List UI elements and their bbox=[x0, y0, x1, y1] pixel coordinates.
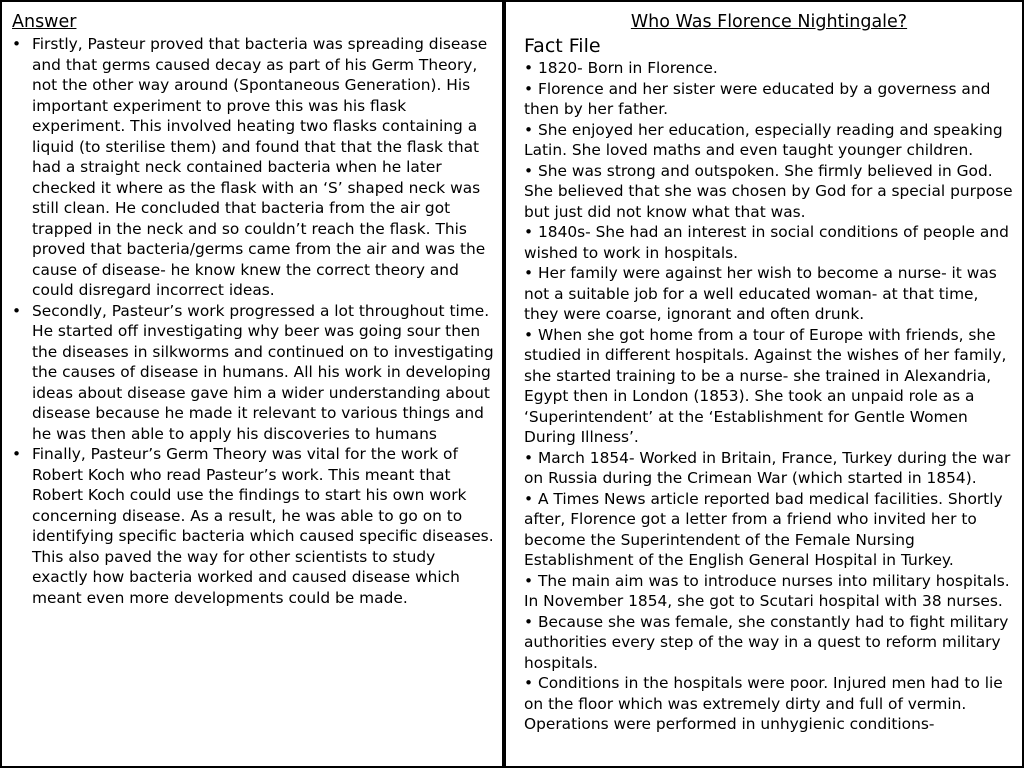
fact-list bbox=[524, 58, 1014, 735]
fact-item bbox=[524, 263, 1014, 325]
fact-file-panel bbox=[503, 0, 1024, 768]
answer-item bbox=[12, 301, 494, 445]
fact-item-text: The main aim was to introduce nurses into military hospitals. In November 1854, she got to Scutari hospital with 38 nurses. bbox=[524, 571, 1010, 610]
answer-item-text: Firstly, Pasteur proved that bacteria was spreading disease and that germs caused decay as part of his Germ Theory, not the other way around (Spontaneous Generation). His important experiment to prove this was his flask experiment. This involved heating two flasks containing a liquid (to sterilise them) and found that that the flask that had a straight neck contained bacteria when he later checked it where as the flask with an ‘S’ shaped neck was still clean. He concluded that bacteria from the air got trapped in the neck and so couldn’t reach the flask. This proved that bacteria/germs came from the air and was the cause of disease- he know knew the correct theory and could disregard incorrect ideas. bbox=[32, 35, 488, 299]
fact-item-text: 1840s- She had an interest in social conditions of people and wished to work in hospitals. bbox=[524, 223, 1009, 262]
fact-item-text: March 1854- Worked in Britain, France, Turkey during the war on Russia during the Crimean War (which started in 1854). bbox=[524, 448, 1011, 487]
bullet-icon: • bbox=[524, 489, 534, 508]
bullet-icon: • bbox=[524, 59, 534, 77]
fact-item bbox=[524, 612, 1014, 674]
answer-item-text: Secondly, Pasteur’s work progressed a lot throughout time. He started off investigating why beer was going sour then the diseases in silkworms and continued on to investigating the causes of disease in humans. All his work in developing ideas about disease gave him a wider understanding about disease because he made it relevant to various things and he was then able to apply his discoveries to humans bbox=[32, 301, 494, 443]
fact-item bbox=[524, 489, 1014, 571]
bullet-icon: • bbox=[12, 445, 22, 463]
fact-item-text: She was strong and outspoken. She firmly believed in God. She believed that she was chosen by God for a special purpose but just did not know what that was. bbox=[524, 161, 1013, 221]
fact-item bbox=[524, 222, 1014, 263]
fact-file-heading: Fact File bbox=[524, 35, 601, 57]
bullet-icon: • bbox=[524, 325, 534, 344]
fact-item-text: A Times News article reported bad medical facilities. Shortly after, Florence got a letter from a friend who invited her to become the Superintendent of the Female Nursing Establishment of the English General Hospital in Turkey. bbox=[524, 489, 1003, 569]
answer-item-text: Finally, Pasteur’s Germ Theory was vital for the work of Robert Koch who read Pasteur’s work. This meant that Robert Koch could use the findings to start his own work concerning disease. As a result, he was able to go on to identifying specific bacteria which caused specific diseases. This also paved the way for other scientists to study exactly how bacteria worked and caused disease which meant even more developments could be made. bbox=[32, 445, 494, 607]
fact-item bbox=[524, 120, 1014, 161]
bullet-icon: • bbox=[524, 223, 534, 241]
answer-item bbox=[12, 444, 494, 608]
bullet-icon: • bbox=[524, 264, 534, 282]
bullet-icon: • bbox=[12, 301, 22, 320]
fact-item bbox=[524, 161, 1014, 223]
bullet-icon: • bbox=[524, 161, 534, 180]
answer-list bbox=[12, 34, 494, 608]
bullet-icon: • bbox=[524, 79, 534, 98]
answer-item bbox=[12, 34, 494, 301]
fact-item-text: Florence and her sister were educated by a governess and then by her father. bbox=[524, 79, 991, 118]
fact-item-text: Because she was female, she constantly had to fight military authorities every step of the way in a quest to reform military hospitals. bbox=[524, 612, 1009, 672]
fact-item bbox=[524, 79, 1014, 120]
fact-item-text: She enjoyed her education, especially reading and speaking Latin. She loved maths and even taught younger children. bbox=[524, 120, 1003, 159]
bullet-icon: • bbox=[524, 612, 534, 631]
fact-item bbox=[524, 673, 1014, 735]
fact-item-text: 1820- Born in Florence. bbox=[537, 59, 718, 77]
fact-item-text: Her family were against her wish to become a nurse- it was not a suitable job for a well educated woman- at that time, they were coarse, ignorant and often drunk. bbox=[524, 264, 997, 323]
fact-item-text: Conditions in the hospitals were poor. Injured men had to lie on the floor which was extremely dirty and full of vermin. Operations were performed in unhygienic conditions- bbox=[524, 674, 1003, 733]
answer-heading: Answer bbox=[12, 12, 77, 32]
fact-item bbox=[524, 325, 1014, 448]
fact-item bbox=[524, 571, 1014, 612]
fact-item bbox=[524, 58, 1014, 79]
bullet-icon: • bbox=[524, 674, 534, 692]
bullet-icon: • bbox=[524, 448, 534, 467]
page-title: Who Was Florence Nightingale? bbox=[630, 12, 908, 32]
fact-item-text: When she got home from a tour of Europe with friends, she studied in different hospitals. Against the wishes of her family, she started training to be a nurse- she trained in Alexandria, Egypt then in London (1853). She took an unpaid role as a ‘Superintendent’ at the ‘Establishment for Gentle Women During Illness’. bbox=[524, 325, 1007, 446]
bullet-icon: • bbox=[524, 120, 534, 139]
bullet-icon: • bbox=[524, 571, 534, 590]
bullet-icon: • bbox=[12, 35, 22, 53]
answer-panel bbox=[0, 0, 504, 768]
fact-item bbox=[524, 448, 1014, 489]
